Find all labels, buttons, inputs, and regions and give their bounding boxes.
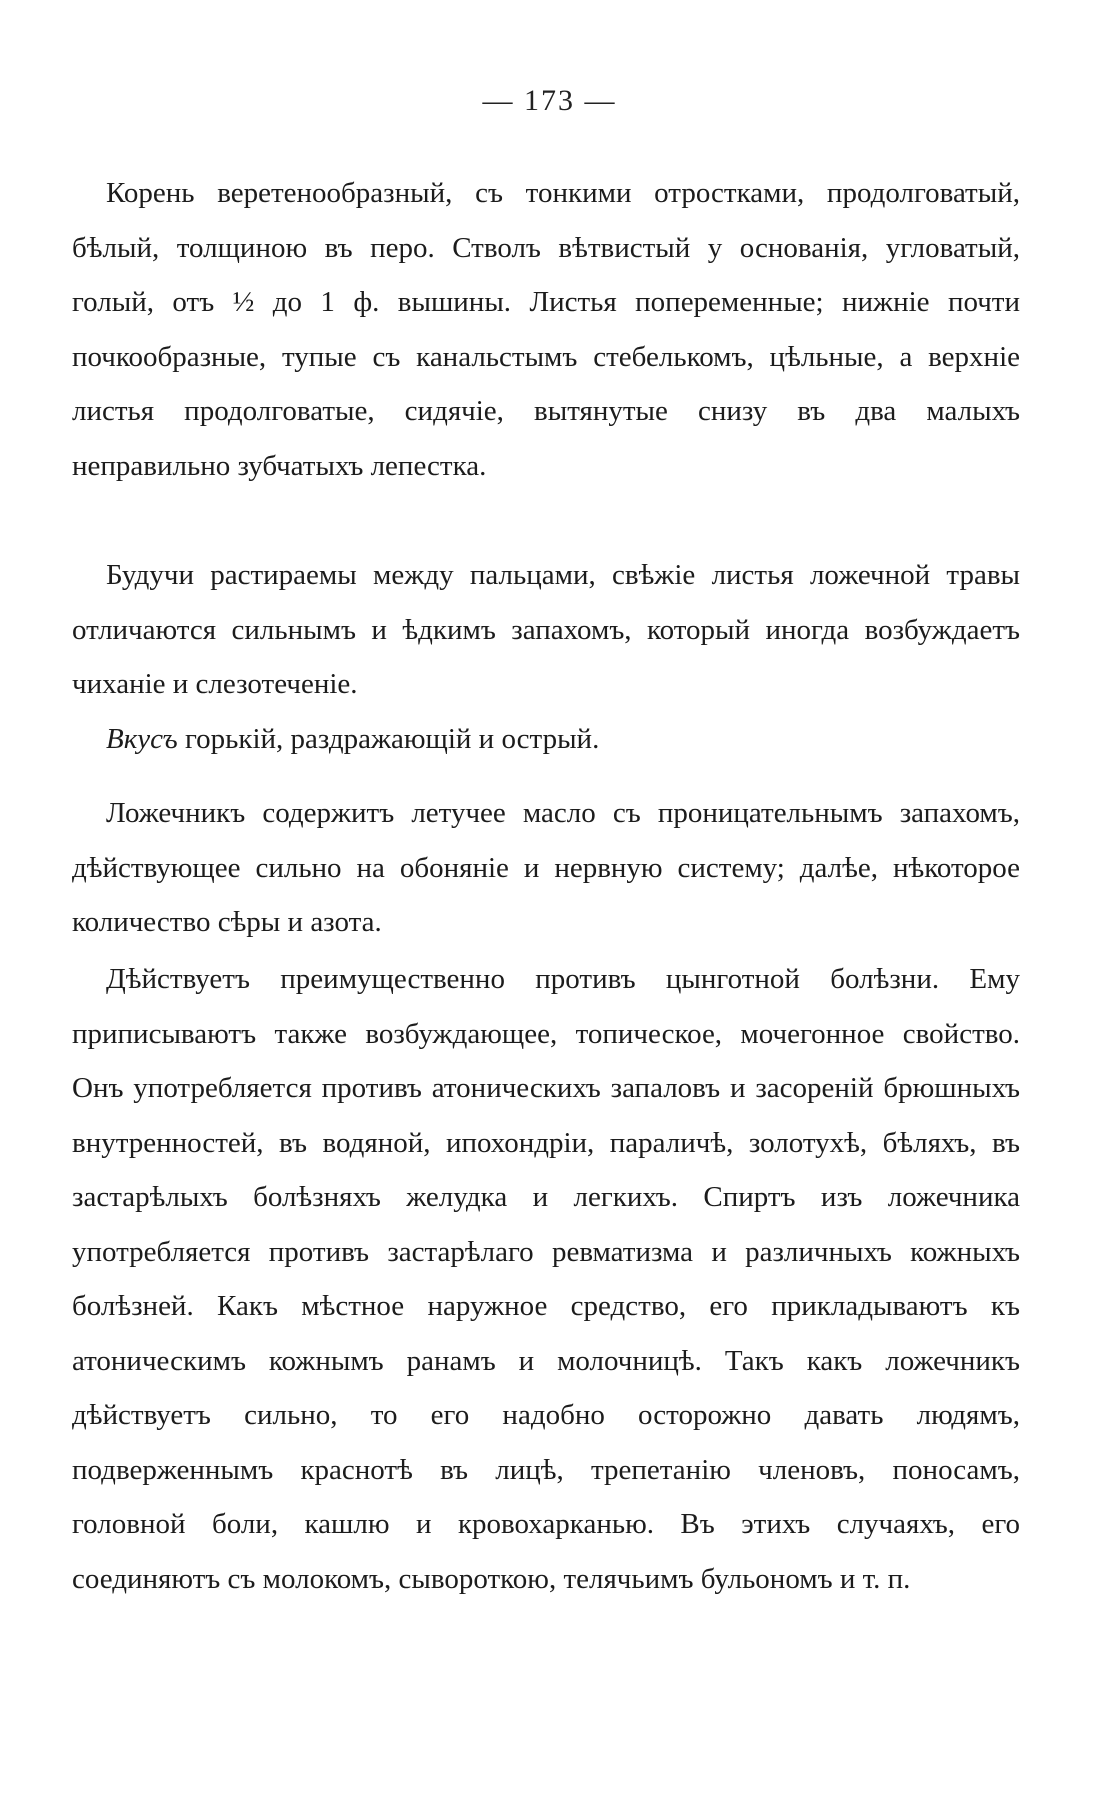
paragraph-text: Корень веретенообразный, съ тонкими отростками, продолговатый, бѣлый, толщиною въ перо. Стволъ вѣтвистый у основанія, угловатый, голый, отъ ½ до 1 ф. вышины. Листья попеременные; нижніе почти почкообразные, тупые съ канальстымъ стебелькомъ, цѣльные, а верхніе листья продолговатые, сидячіе, вытянутые снизу въ два малыхъ неправильно зубчатыхъ лепестка. [72, 177, 1020, 482]
paragraph-text: Дѣйствуетъ преимущественно противъ цынготной болѣзни. Ему приписываютъ также возбуждающее, топическое, мочегонное свойство. Онъ употребляется противъ атоническихъ запаловъ и засореній брюшныхъ внутренностей, въ водяной, ипохондріи, параличѣ, золотухѣ, бѣляхъ, въ застарѣлыхъ болѣзняхъ желудка и легкихъ. Спиртъ изъ ложечника употребляется противъ застарѣлаго ревматизма и различныхъ кожныхъ болѣзней. Какъ мѣстное наружное средство, его прикладываютъ къ атоническимъ кожнымъ ранамъ и молочницѣ. Такъ какъ ложечникъ дѣйствуетъ сильно, то его надобно осторожно давать людямъ, подверженнымъ краснотѣ въ лицѣ, трепетанію членовъ, поносамъ, головной боли, кашлю и кровохарканью. Въ этихъ случаяхъ, его соединяютъ съ молокомъ, сывороткою, телячьимъ бульономъ и т. п. [72, 963, 1020, 1595]
paragraph-text: горькій, раздражающій и острый. [177, 723, 600, 755]
paragraph-composition [72, 786, 1020, 950]
paragraph-action [72, 952, 1020, 1606]
page-number: — 173 — [482, 84, 617, 117]
paragraph-text: Будучи растираемы между пальцами, свѣжіе листья ложечной травы отличаются сильнымъ и ѣдкимъ запахомъ, который иногда возбуждаетъ чиханіе и слезотеченіе. [72, 559, 1020, 700]
paragraph-taste [72, 712, 1020, 767]
paragraph-root-description [72, 166, 1020, 493]
paragraph-text: Ложечникъ содержитъ летучее масло съ проницательнымъ запахомъ, дѣйствующее сильно на обоняніе и нервную систему; далѣе, нѣкоторое количество сѣры и азота. [72, 797, 1020, 938]
taste-heading-italic: Вкусъ [106, 723, 178, 755]
paragraph-smell [72, 548, 1020, 712]
